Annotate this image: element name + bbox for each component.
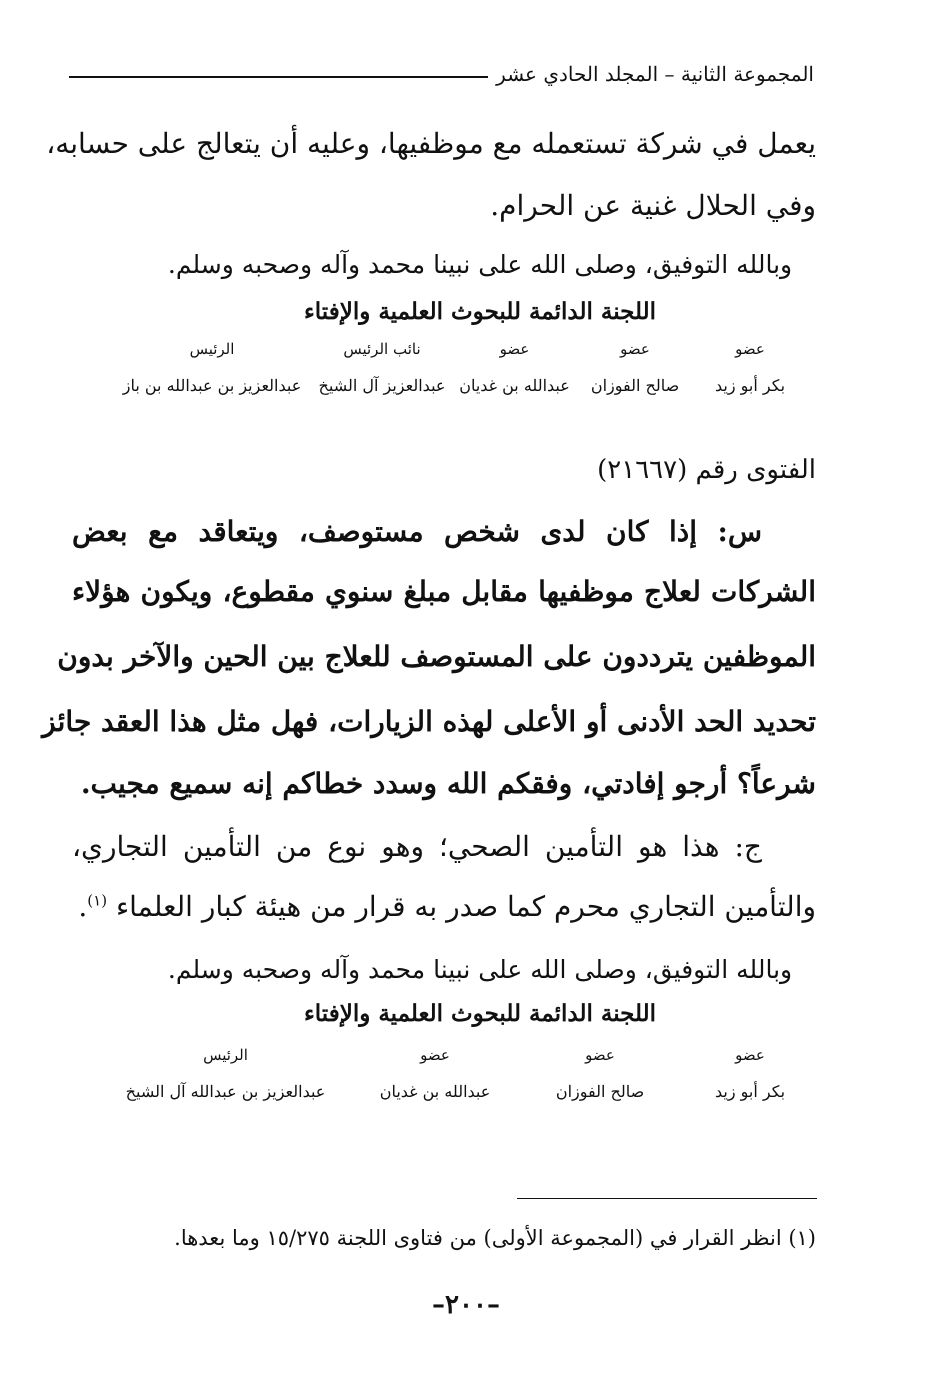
running-header [69, 62, 814, 86]
header-rule [69, 76, 488, 78]
answer-line: ج: هذا هو التأمين الصحي؛ وهو نوع من التأمين التجاري، [72, 830, 762, 863]
signatory-role: الرئيس [189, 340, 235, 358]
answer-text: والتأمين التجاري محرم كما صدر به قرار من هيئة كبار العلماء [115, 890, 816, 923]
signatory [452, 340, 577, 395]
signatory-role: عضو [420, 1046, 450, 1064]
signatory [695, 340, 805, 395]
signatory-role: الرئيس [203, 1046, 248, 1064]
signatory-name: بكر أبو زيد [714, 376, 786, 395]
page-number: –٢٠٠– [432, 1290, 500, 1320]
signatory-role: عضو [735, 340, 765, 358]
answer-line [72, 890, 816, 923]
signatory-role: نائب الرئيس [343, 340, 421, 358]
signatory-role: عضو [585, 1046, 615, 1064]
signatory-name: صالح الفوزان [590, 376, 680, 395]
running-title: المجموعة الثانية – المجلد الحادي عشر [496, 62, 814, 86]
committee-name: اللجنة الدائمة للبحوث العلمية والإفتاء [303, 1000, 657, 1027]
signatory-role: عضو [499, 340, 530, 358]
answer-period: . [78, 890, 88, 923]
signatory-name: عبدالعزيز بن عبدالله آل الشيخ [125, 1082, 326, 1101]
signatory [108, 1046, 343, 1101]
question-line: س: إذا كان لدى شخص مستوصف، ويتعاقد مع بعض [72, 515, 762, 548]
signatory [355, 1046, 515, 1101]
footnote-reference: (١) [87, 891, 108, 910]
committee-name: اللجنة الدائمة للبحوث العلمية والإفتاء [303, 298, 657, 325]
footnote: (١) انظر القرار في (المجموعة الأولى) من فتاوى اللجنة ١٥/٢٧٥ وما بعدها. [174, 1226, 816, 1250]
question-line: شرعاً؟ أرجو إفادتي، وفقكم الله وسدد خطاكم إنه سميع مجيب. [80, 767, 816, 800]
fatwa-number: الفتوى رقم (٢١٦٦٧) [597, 455, 816, 485]
footnote-rule [517, 1198, 817, 1199]
text-line: وفي الحلال غنية عن الحرام. [490, 189, 816, 222]
text-line: يعمل في شركة تستعمله مع موظفيها، وعليه أن يتعالج على حسابه، [46, 127, 816, 160]
signatory-name: عبدالله بن غديان [459, 376, 570, 395]
question-line: الشركات لعلاج موظفيها مقابل مبلغ سنوي مقطوع، ويكون هؤلاء [72, 575, 816, 608]
signatory [112, 340, 312, 395]
signatory-name: عبدالعزيز بن عبدالله بن باز [122, 376, 302, 395]
signatory-name: صالح الفوزان [555, 1082, 645, 1101]
closing-formula: وبالله التوفيق، وصلى الله على نبينا محمد وآله وصحبه وسلم. [167, 955, 793, 984]
question-line: تحديد الحد الأدنى أو الأعلى لهذه الزيارات، فهل مثل هذا العقد جائز [42, 705, 816, 738]
signatory-role: عضو [620, 340, 650, 358]
signatory-name: بكر أبو زيد [714, 1082, 786, 1101]
signatory [312, 340, 452, 395]
closing-formula: وبالله التوفيق، وصلى الله على نبينا محمد وآله وصحبه وسلم. [167, 250, 793, 279]
signatory [695, 1046, 805, 1101]
signatory [525, 1046, 675, 1101]
signatory-role: عضو [735, 1046, 765, 1064]
question-line: الموظفين يترددون على المستوصف للعلاج بين الحين والآخر بدون [57, 640, 816, 673]
signatory-name: عبدالعزيز آل الشيخ [318, 376, 446, 395]
signatory-name: عبدالله بن غديان [379, 1082, 491, 1101]
signatory [570, 340, 700, 395]
